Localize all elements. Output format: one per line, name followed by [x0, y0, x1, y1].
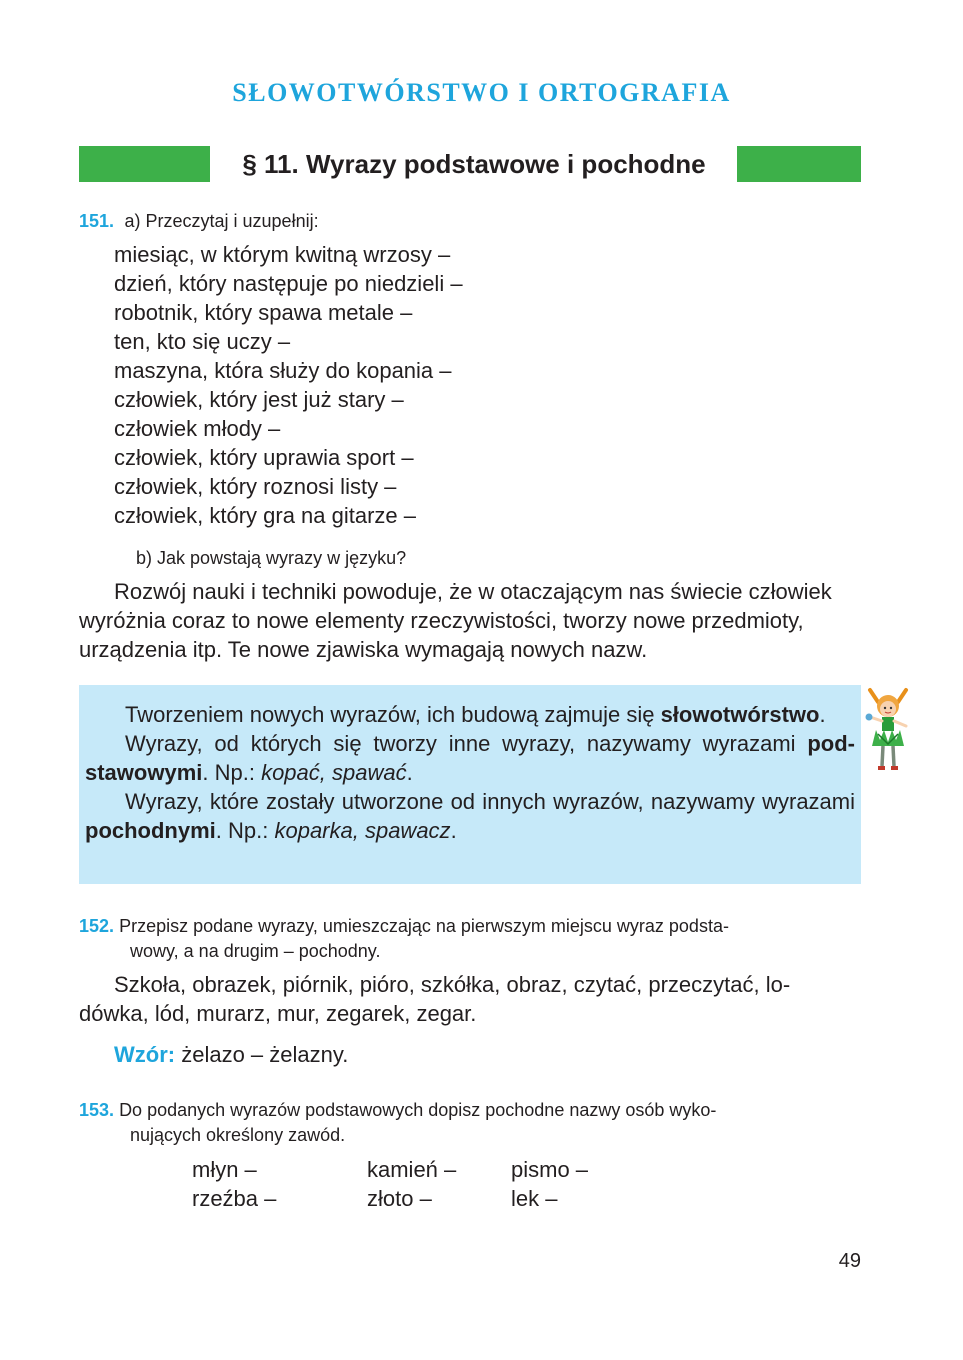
definition-paragraph: [79, 700, 861, 729]
list-item: maszyna, która służy do kopania –: [114, 358, 452, 383]
exercise-instruction: Przepisz podane wyrazy, umieszczając na pierwszym miejscu wyraz podsta-: [119, 916, 729, 936]
exercise-number: 152.: [79, 916, 115, 936]
exercise-number: 153.: [79, 1100, 115, 1120]
exercise-instruction: nujących określony zawód.: [130, 1125, 346, 1145]
exercise-151-instruction-b: b) Jak powstają wyrazy w języku?: [136, 548, 407, 568]
exercise-151-header: [79, 209, 319, 234]
list-item: dzień, który następuje po niedzieli –: [114, 271, 463, 296]
words-column-2: [367, 1155, 456, 1213]
list-item: złoto –: [367, 1186, 432, 1211]
paragraph-line: urządzenia itp. Te nowe zjawiska wymagają nowych nazw.: [79, 637, 648, 662]
title-bar-right: [737, 146, 861, 182]
exercise-instruction: a) Przeczytaj i uzupełnij:: [124, 211, 319, 231]
list-item: człowiek, który uprawia sport –: [114, 445, 414, 470]
list-item: pismo –: [511, 1157, 589, 1182]
list-item: robotnik, który spawa metale –: [114, 300, 413, 325]
girl-illustration: [862, 684, 914, 776]
list-item: ten, kto się uczy –: [114, 329, 291, 354]
list-item: człowiek młody –: [114, 416, 281, 441]
list-item: człowiek, który jest już stary –: [114, 387, 404, 412]
definition-paragraph: [79, 729, 861, 787]
definition-term: pochodnymi: [85, 818, 216, 843]
list-item: kamień –: [367, 1157, 457, 1182]
list-item: człowiek, który roznosi listy –: [114, 474, 397, 499]
list-item: miesiąc, w którym kwitną wrzosy –: [114, 242, 451, 267]
definition-text: .: [406, 760, 413, 785]
exercise-151-paragraph: [79, 577, 861, 664]
exercise-153-header: [79, 1098, 869, 1148]
words-column-1: [192, 1155, 276, 1213]
definition-text: . Np.:: [202, 760, 262, 785]
list-item: człowiek, który gra na gitarze –: [114, 503, 417, 528]
definition-text: .: [819, 702, 826, 727]
definition-box: [79, 685, 861, 884]
list-item: rzeźba –: [192, 1186, 277, 1211]
exercise-152-model: [114, 1040, 348, 1069]
paragraph-line: Szkoła, obrazek, piórnik, pióro, szkółka, obraz, czytać, przeczytać, lo-: [114, 972, 791, 997]
exercise-instruction: wowy, a na drugim – pochodny.: [130, 941, 381, 961]
section-title: § 11. Wyrazy podstawowe i pochodne: [242, 149, 706, 179]
definition-text: Wyrazy, od których się tworzy inne wyrazy, nazywamy wyrazami: [125, 731, 808, 756]
list-item: młyn –: [192, 1157, 257, 1182]
definition-text: Tworzeniem nowych wyrazów, ich budową zajmuje się: [125, 702, 661, 727]
title-bar-left: [79, 146, 210, 182]
paragraph-line: wyróżnia coraz to nowe elementy rzeczywistości, tworzy nowe przedmioty,: [79, 608, 804, 633]
exercise-152-words: [79, 970, 869, 1028]
definition-text: .: [450, 818, 457, 843]
definition-paragraph: [79, 787, 861, 845]
model-label: Wzór:: [114, 1042, 176, 1067]
model-text: żelazo – żelazny.: [175, 1042, 349, 1067]
exercise-number: 151.: [79, 211, 115, 231]
definition-example: kopać, spawać: [261, 760, 407, 785]
definition-text: . Np.:: [215, 818, 275, 843]
definition-term: słowotwórstwo: [660, 702, 820, 727]
definition-term: podstawowymi: [85, 731, 855, 785]
page-number: 49: [838, 1250, 861, 1272]
paragraph-line: Rozwój nauki i techniki powoduje, że w otaczającym nas świecie człowiek: [114, 579, 832, 604]
exercise-151-lines: [114, 240, 463, 530]
exercise-152-header: [79, 914, 869, 964]
exercise-instruction: Do podanych wyrazów podstawowych dopisz pochodne nazwy osób wyko-: [119, 1100, 717, 1120]
paragraph-line: dówka, lód, murarz, mur, zegarek, zegar.: [79, 1001, 477, 1026]
definition-text: Wyrazy, które zostały utworzone od innych wyrazów, nazywamy wyrazami: [125, 789, 855, 814]
chapter-title: SŁOWOTWÓRSTWO I ORTOGRAFIA: [232, 78, 731, 107]
list-item: lek –: [511, 1186, 558, 1211]
definition-example: koparka, spawacz: [274, 818, 451, 843]
words-column-3: [511, 1155, 588, 1213]
